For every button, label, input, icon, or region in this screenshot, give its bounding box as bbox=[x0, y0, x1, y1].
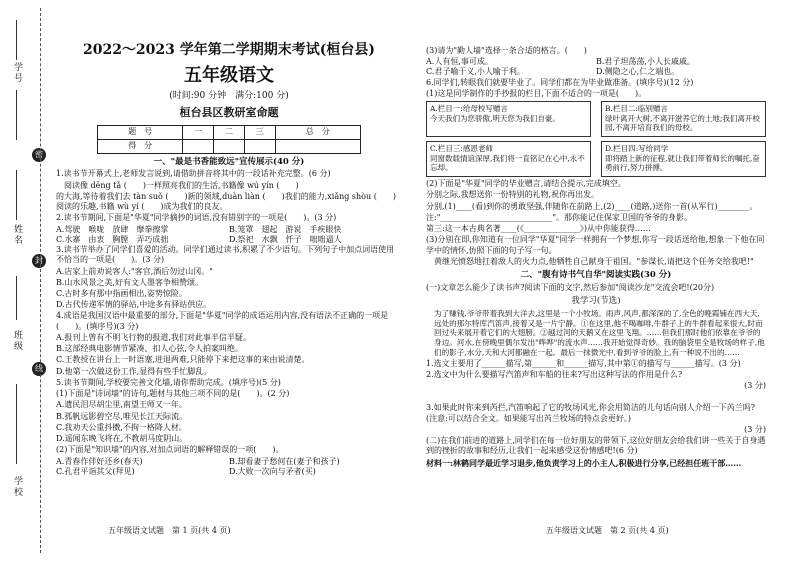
binding-line bbox=[16, 384, 17, 464]
option-boxes bbox=[426, 101, 766, 177]
class-label: 班级 bbox=[12, 330, 22, 352]
binding-line bbox=[16, 276, 17, 320]
option[interactable]: A.青春作伴好还乡(春天) bbox=[56, 456, 143, 466]
options-row bbox=[56, 225, 402, 235]
options-row bbox=[426, 67, 766, 77]
question-3: 3.读书节举办了同学们喜爱的活动。同学们通过读书,积累了不少语句。下列句子中加点词语使用不恰当的一项是( )。(3 分) bbox=[56, 245, 395, 265]
name-label: 姓名 bbox=[12, 224, 22, 246]
options-row bbox=[56, 235, 402, 245]
option[interactable]: C.我劝天公重抖擞,不拘一格降人材。 bbox=[56, 422, 187, 432]
question-6-2-text: 分别之际,我想送你一份特别的礼物,祝你再出发。 bbox=[426, 190, 600, 200]
options-row bbox=[56, 467, 402, 477]
option[interactable]: B.这部经典电影情节紧凑、扣人心弦,令人拍案叫绝。 bbox=[56, 344, 243, 354]
seal-mark: 线 bbox=[32, 362, 46, 376]
question-1-text: 阅读像 dēng tǎ ( )一样照亮我们的生活,书籍像 wú yín ( ) bbox=[64, 180, 299, 190]
section-title: 二、"腹有诗书气自华"阅读实践(30 分) bbox=[520, 270, 672, 281]
binding-line bbox=[16, 20, 17, 60]
option[interactable]: D.大败一次向与矛者(买) bbox=[229, 466, 316, 476]
binding-line bbox=[16, 90, 17, 140]
option[interactable]: A.遗民泪尽胡尘里,南望王师又一年。 bbox=[56, 400, 187, 410]
school-label: 学校 bbox=[12, 476, 22, 498]
reading-question-1: 1.选文主要用了______描写,第______和______描写,其中第①的描写与______描写。(3 分) bbox=[426, 358, 741, 368]
score-label-cell: 得 分 bbox=[98, 139, 183, 153]
option[interactable]: D.遥闻东晚飞将在,不教胡马度阴山。 bbox=[56, 434, 188, 444]
question-score: (3 分) bbox=[744, 381, 766, 391]
option[interactable]: C.古时多有那中指画相出,姿势惊险。 bbox=[56, 288, 187, 298]
seal-mark: 封 bbox=[32, 254, 46, 268]
options-row bbox=[426, 57, 766, 67]
question-5: 5.读书节期间,学校要完善文化墙,请你帮助完成。(填序号)(5 分) bbox=[56, 377, 281, 387]
binding-margin bbox=[0, 0, 43, 561]
org-name: 桓台县区教研室命题 bbox=[179, 106, 279, 120]
option-box-b[interactable]: B.栏目二:临别赠言 绿叶离开大树,不离开滋养它的土地;我们离开校园,不离开培育我们的母校。 bbox=[601, 101, 766, 137]
passage-title: 我学习(节选) bbox=[571, 296, 621, 307]
reading-question-3: 3.如果此时你来到芮拦,汽笛响起了它的牧场风光,你会用简洁的儿句话向别人介绍一下芮兰吗?(注意:可以结合全文。如果能写出芮兰牧场的特点会更好。) bbox=[426, 403, 756, 423]
question-1: 1.读书节开幕式上,老师发言说到,请借助拼音将其中的一段话补充完整。(6 分) bbox=[56, 169, 331, 179]
passage-text: 为了赚钱,爷爷带着我到大洋去,这里是一个小牧场。雨声,风声,都深深的了,全色的晚霞铺在西大天,远处的那尔特库汽笛声,接着又是一片宁静。①在这里,他不喝咖啡,牛群子上的牛群看起来很大,时而回过头来展开着它们的大翅膀。②越过河的天鹅又在这里飞翔。……但我们那时他们依靠在爷爷的身边。河水,在傍晚里偶尔发出"哗哗"的流水声……我开始觉得奇妙。我的脑袋里全是牧场的样子,他们的影子,水分,天和大河都融在一起。最后一抹微光中,看到爷爷的脸上,有一种说不出的…… bbox=[434, 309, 765, 357]
score-table bbox=[97, 125, 361, 154]
option[interactable]: D.古代传递军情的驿站,中途多有驿站供应。 bbox=[56, 300, 212, 310]
question-5-3: (3)请为"勤人墙"选择一条合适的格言。( ) bbox=[426, 46, 587, 55]
option[interactable]: D.祭祀 水飘 忏子 咄咄逼人 bbox=[229, 234, 342, 244]
option-box-d[interactable]: D.栏目四:写给同学 即将踏上新的征程,就让我们带着师长的嘱托,奋勇前行,努力拼搏。 bbox=[601, 141, 766, 177]
score-input-cell[interactable] bbox=[214, 139, 245, 153]
question-1-text: 的大海,等待着我们去 tàn suǒ ( )新的领域,duàn liàn ( )我们的能力,xiǎng shòu ( )阅读的乐趣,书籍 wù yí ( )成为我们的良友。 bbox=[56, 191, 396, 212]
score-input-cell[interactable] bbox=[183, 139, 214, 153]
option[interactable]: B.君子坦荡荡,小人长戚戚。 bbox=[596, 57, 695, 67]
question-6: 6.同学们,转眼我们就要毕业了。同学们都在为毕业做准备。(填序号)(12 分) bbox=[426, 77, 694, 87]
fill-line[interactable]: 注:"____________________________"。那你能记住保家卫国的爷爷的身影。 bbox=[426, 212, 693, 222]
fold-line bbox=[40, 8, 41, 553]
reading-question-2: 2.选文中为什么要描写汽笛声和车船的往来?写出这种写法的作用是什么? bbox=[426, 369, 683, 379]
question-6-2: (2)下面是"华夏"同学的毕业赠言,请结合提示,完成填空。 bbox=[426, 179, 626, 189]
option[interactable]: D.他第一次做这份工作,显得有些手忙脚乱。 bbox=[56, 366, 212, 376]
right-page bbox=[426, 46, 766, 469]
student-id-label: 学号 bbox=[12, 62, 22, 84]
option-box-c[interactable]: C.栏目三:感恩老师 同窗数载情谊深厚,我们将一直铭记在心中,永不忘却。 bbox=[426, 141, 591, 177]
options-row bbox=[56, 457, 402, 467]
option[interactable]: C.君子喻于义,小人喻于利。 bbox=[426, 67, 525, 77]
left-page bbox=[56, 38, 402, 477]
section-title: 一、"最是书香能致远"宣传展示(40 分) bbox=[153, 156, 305, 167]
score-header-cell: 题 号 bbox=[98, 125, 183, 139]
option[interactable]: C.水寨 由衷 胸膛 弄巧成拙 bbox=[56, 234, 169, 244]
answer-space[interactable] bbox=[426, 392, 766, 402]
option[interactable]: B.笼罩 翅起 游说 手疾眼快 bbox=[229, 224, 342, 234]
score-header-cell: 二 bbox=[214, 125, 245, 139]
option[interactable]: B.山水风景之美,好有文人墨客争相赞颂。 bbox=[56, 277, 203, 287]
fill-line[interactable]: 第三:这一本古典名著____(《______________》)从中你能获得…… bbox=[426, 224, 651, 234]
option[interactable]: A.报刊上曾有不明飞行物的报道,我们对此事半信半疑。 bbox=[56, 332, 251, 342]
option[interactable]: A.驾驶 喉咙 放肆 摩拳擦掌 bbox=[56, 224, 169, 234]
score-input-cell[interactable] bbox=[244, 139, 275, 153]
question-4: 4.成语是我国汉语中最重要的部分,下面是"华夏"同学的成语运用内容,没有语法不正确的一项是( )。(填序号)(3 分) bbox=[56, 311, 389, 331]
question-score: (3 分) bbox=[744, 424, 766, 434]
option[interactable]: A.店家上前劝说客人:"客官,酒后勿过山冈。" bbox=[56, 266, 213, 276]
subject-title: 五年级语文 bbox=[184, 64, 274, 86]
question-6-3: (3)分别在即,你知道有一位同学"华夏"同学一样拥有一个梦想,你写一段话送给他,想象一下他在同学中的情怀,仿照下面的句子写一句。 bbox=[426, 235, 765, 255]
option[interactable]: C.王教授在讲台上一时语塞,进退两难,只能停下来把这事的来由说清楚。 bbox=[56, 355, 310, 365]
question-6-1: (1)这是同学制作的手抄报的栏目,下面不适合的一项是( )。 bbox=[426, 88, 647, 98]
material-text: 材料一:林鹤同学最近学习退步,他负责学习上的小主人,积极进行分享,已经担任班干部…… bbox=[426, 457, 742, 468]
example-text: 黄继光愤怒地扛着敌人的火力点,他牺牲自己献身于祖国。"参谋长,请把这个任务交给我吧!" bbox=[434, 256, 754, 266]
question-5-2: (2)下面是"知识墙"的内容,对加点词语的解释错误的一项( )。 bbox=[56, 445, 284, 455]
time-info: (时间:90 分钟 满分:100 分) bbox=[169, 90, 289, 101]
score-header-cell: 一 bbox=[183, 125, 214, 139]
option[interactable]: D.侧隐之心,仁之端也。 bbox=[596, 67, 680, 77]
option[interactable]: B.孤帆远影碧空尽,唯见长江天际流。 bbox=[56, 411, 187, 421]
option[interactable]: B.却看妻子愁何在(妻子和孩子) bbox=[229, 456, 340, 466]
fill-line[interactable]: 分别,(1)____(看)到你的勇敢坚强,伴随你在前路上,(2)____(道路,)送你一首(从军行)________。 bbox=[426, 201, 758, 211]
page-footer-right: 五年级语文试题 第 2 页(共 4 页) bbox=[546, 526, 669, 535]
seal-mark: 密 bbox=[32, 148, 46, 162]
page-footer-left: 五年级语文试题 第 1 页(共 4 页) bbox=[108, 526, 231, 535]
reading-intro-2: (二)在我们前进的道路上,同学们在每一位好朋友的带领下,这位好朋友会给我们讲一些关于自身遇到的挫折的故事和经历,让我们一起来感受这份情感吧!(6 分) bbox=[426, 436, 766, 456]
score-header-cell: 三 bbox=[244, 125, 275, 139]
reading-intro: (一)文章怎么能少了读书声?阅读下面的文字,然后参加"阅读沙龙"交流会吧!(20分) bbox=[426, 282, 715, 292]
question-5-1: (1)下面是"诗词墙"的诗句,题材与其他三项不同的是( )。(2 分) bbox=[56, 389, 290, 399]
score-input-cell[interactable] bbox=[275, 139, 360, 153]
question-2: 2.读书节期间,下面是"华夏"同学摘抄的词语,没有错别字的一项是( )。(3 分) bbox=[56, 213, 337, 223]
binding-line bbox=[16, 170, 17, 220]
option[interactable]: A.人有恒,事可成。 bbox=[426, 57, 493, 67]
exam-title: 2022～2023 学年第二学期期末考试(桓台县) bbox=[82, 42, 376, 58]
option[interactable]: C.孔君平诣其父(拜见) bbox=[56, 466, 135, 476]
score-header-cell: 总 分 bbox=[275, 125, 360, 139]
option-box-a[interactable]: A.栏目一:给母校写赠言 今天我们为您骄傲,明天您为我们自豪。 bbox=[426, 101, 591, 137]
